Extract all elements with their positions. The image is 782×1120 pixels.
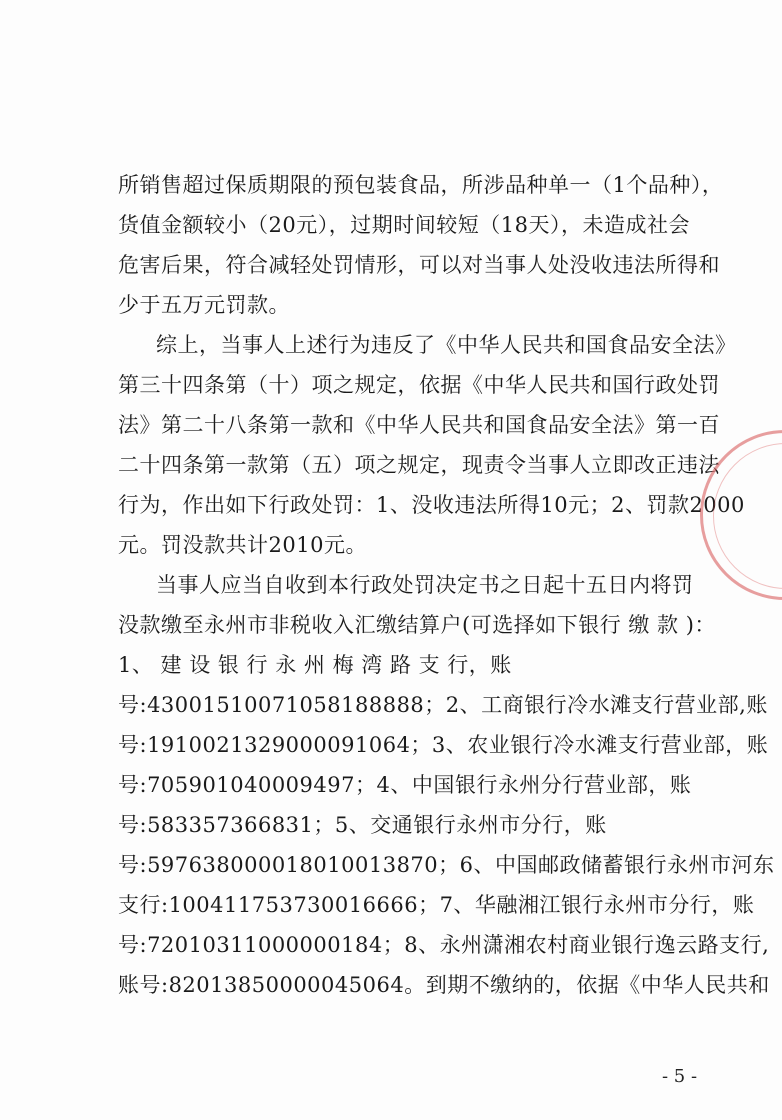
text-line: 元。罚没款共计2010元。 [118, 533, 367, 557]
text-line: 危害后果，符合减轻处罚情形，可以对当事人处没收违法所得和 [118, 253, 720, 277]
text-line: 账号:82013850000045064。到期不缴纳的，依据《中华人民共和 [118, 973, 770, 997]
text-line: 少于五万元罚款。 [118, 293, 290, 317]
seal-ring [713, 443, 782, 589]
text-line: 号:583357366831；5、交通银行永州市分行，账 [118, 813, 607, 837]
text-line: 没款缴至永州市非税收入汇缴结算户(可选择如下银行 缴 款 )： [118, 613, 716, 637]
text-line: 行为，作出如下行政处罚：1、没收违法所得10元；2、罚款2000 [118, 493, 745, 517]
text-line: 所销售超过保质期限的预包装食品，所涉品种单一（1个品种）， [118, 173, 724, 197]
text-line: 号:1910021329000091064；3、农业银行冷水滩支行营业部，账 [118, 733, 769, 757]
text-line: 号:597638000018010013870；6、中国邮政储蓄银行永州市河东 [118, 853, 775, 877]
text-line: 二十四条第一款第（五）项之规定，现责令当事人立即改正违法 [118, 453, 720, 477]
text-line: 第三十四条第（十）项之规定，依据《中华人民共和国行政处罚 [118, 373, 720, 397]
text-line: 货值金额较小（20元），过期时间较短（18天），未造成社会 [118, 213, 690, 237]
text-line: 号:72010311000000184；8、永州潇湘农村商业银行逸云路支行, [118, 933, 770, 957]
text-line: 法》第二十八条第一款和《中华人民共和国食品安全法》第一百 [118, 413, 720, 437]
text-line: 号:705901040009497；4、中国银行永州分行营业部，账 [118, 773, 692, 797]
text-line: 当事人应当自收到本行政处罚决定书之日起十五日内将罚 [156, 573, 694, 597]
text-line: 号:43001510071058188888；2、工商银行冷水滩支行营业部,账 [118, 693, 768, 717]
text-line: 支行:100411753730016666；7、华融湘江银行永州市分行，账 [118, 893, 755, 917]
text-line: 1、 建 设 银 行 永 州 梅 湾 路 支 行，账 [118, 653, 512, 677]
page-number: - 5 - [662, 1066, 698, 1087]
text-line: 综上，当事人上述行为违反了《中华人民共和国食品安全法》 [156, 333, 737, 357]
